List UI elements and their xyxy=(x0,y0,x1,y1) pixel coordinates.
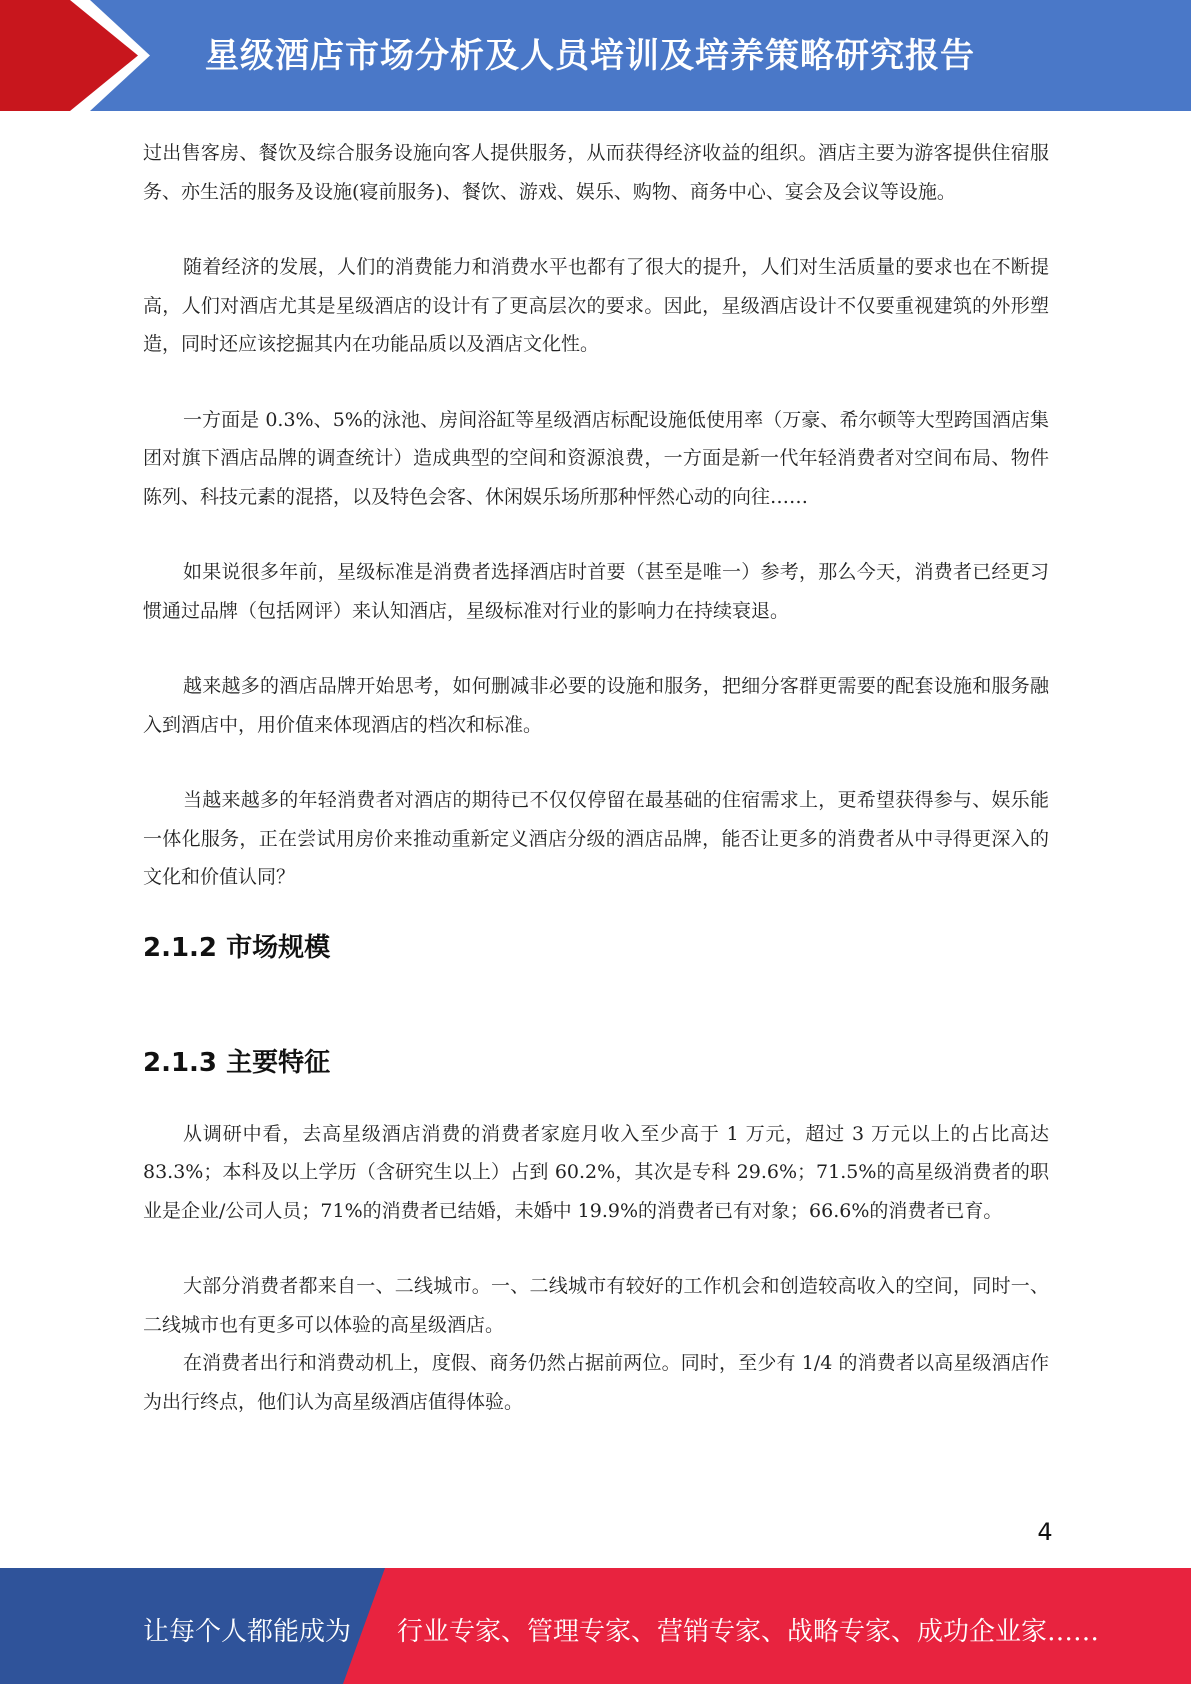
report-title: 星级酒店市场分析及人员培训及培养策略研究报告 xyxy=(205,36,975,76)
header-red-arrow xyxy=(0,0,140,111)
paragraph-city-distribution: 大部分消费者都来自一、二线城市。一、二线城市有较好的工作机会和创造较高收入的空间，同时一、二线城市也有更多可以体验的高星级酒店。 xyxy=(143,1275,1049,1336)
paragraph-economic-development: 随着经济的发展，人们的消费能力和消费水平也都有了很大的提升，人们对生活质量的要求也在不断提高，人们对酒店尤其是星级酒店的设计有了更高层次的要求。因此，星级酒店设计不仅要重视建筑的外形塑造，同时还应该挖掘其内在功能品质以及酒店文化性。 xyxy=(143,256,1049,355)
paragraph-travel-motivation: 在消费者出行和消费动机上，度假、商务仍然占据前两位。同时，至少有 1/4 的消费者以高星级酒店作为出行终点，他们认为高星级酒店值得体验。 xyxy=(143,1352,1049,1413)
page-footer xyxy=(0,1568,1191,1684)
paragraph-survey-results: 从调研中看，去高星级酒店消费的消费者家庭月收入至少高于 1 万元，超过 3 万元以上的占比高达 83.3%；本科及以上学历（含研究生以上）占到 60.2%，其次是专科 29.6%；71.5%的高星级消费者的职业是企业/公司人员；71%的消费者已结婚，未婚中 19.9%的消费者已有对象；66.6%的消费者已育。 xyxy=(143,1122,1049,1222)
page-header xyxy=(0,0,1191,111)
footer-slogan-left: 让每个人都能成为 xyxy=(143,1617,352,1647)
paragraph-star-standard: 如果说很多年前，星级标准是消费者选择酒店时首要（甚至是唯一）参考，那么今天，消费者已经更习惯通过品牌（包括网评）来认知酒店，星级标准对行业的影响力在持续衰退。 xyxy=(143,561,1049,622)
paragraph-brand-thinking: 越来越多的酒店品牌开始思考，如何删减非必要的设施和服务，把细分客群更需要的配套设施和服务融入到酒店中，用价值来体现酒店的档次和标准。 xyxy=(143,675,1049,736)
paragraph-facility-usage: 一方面是 0.3%、5%的泳池、房间浴缸等星级酒店标配设施低使用率（万豪、希尔顿等大型跨国酒店集团对旗下酒店品牌的调查统计）造成典型的空间和资源浪费，一方面是新一代年轻消费者对空间布局、物件陈列、科技元素的混搭，以及特色会客、休闲娱乐场所那种怦然心动的向往…… xyxy=(143,408,1049,508)
section-heading-market-size: 2.1.2 市场规模 xyxy=(143,932,331,963)
paragraph-hotel-definition: 过出售客房、餐饮及综合服务设施向客人提供服务，从而获得经济收益的组织。酒店主要为游客提供住宿服务、亦生活的服务及设施(寝前服务)、餐饮、游戏、娱乐、购物、商务中心、宴会及会议等设施。 xyxy=(143,142,1049,203)
footer-slogan-right: 行业专家、管理专家、营销专家、战略专家、成功企业家…… xyxy=(397,1617,1100,1647)
paragraph-young-consumers: 当越来越多的年轻消费者对酒店的期待已不仅仅停留在最基础的住宿需求上，更希望获得参与、娱乐能一体化服务，正在尝试用房价来推动重新定义酒店分级的酒店品牌，能否让更多的消费者从中寻得更深入的文化和价值认同？ xyxy=(143,789,1049,888)
section-heading-main-features: 2.1.3 主要特征 xyxy=(143,1047,331,1078)
page-number: 4 xyxy=(1037,1518,1053,1546)
document-body xyxy=(143,134,1049,1421)
